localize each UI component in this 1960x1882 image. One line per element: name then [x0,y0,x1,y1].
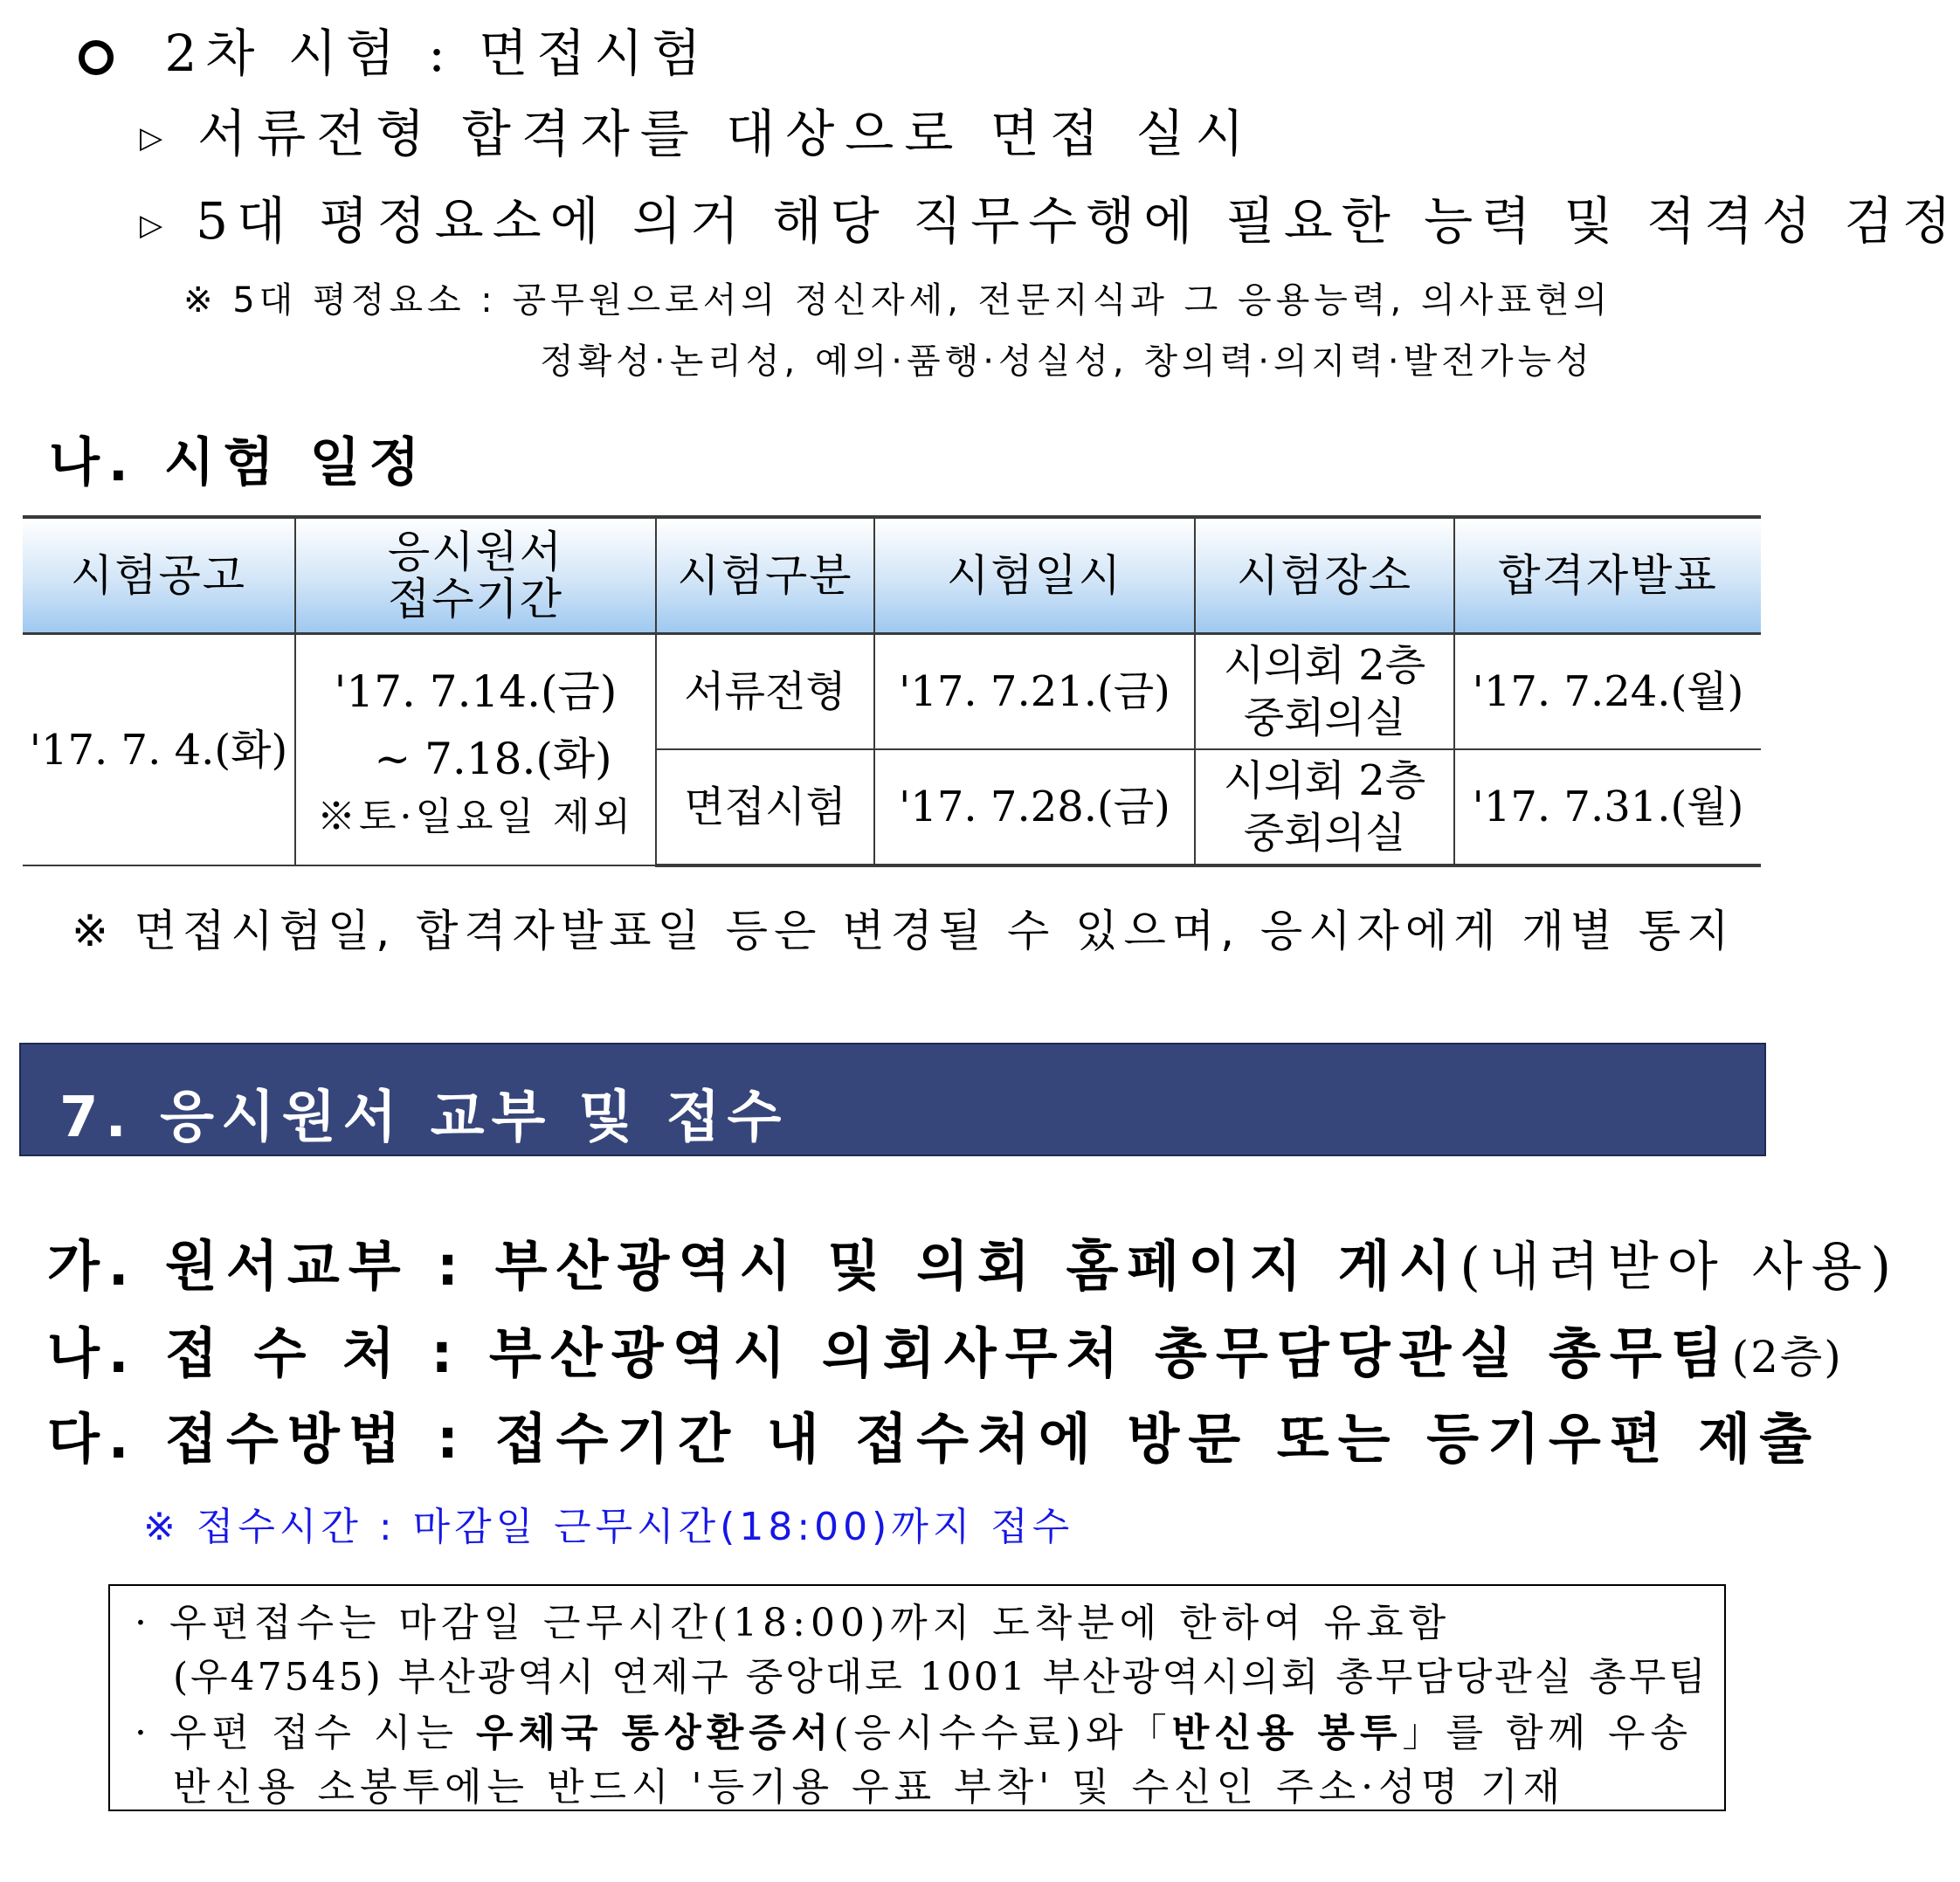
section7-banner [19,1043,1766,1156]
exam-date: '17. 7.28.(금) [874,749,1195,865]
table-header-row [23,517,1761,634]
application-period [295,634,656,866]
schedule-footnote: ※ 면접시험일, 합격자발표일 등은 변경될 수 있으며, 응시자에게 개별 통지 [72,906,1736,956]
bullet-text: 5대 평정요소에 의거 해당 직무수행에 필요한 능력 및 적격성 검정 [196,191,1960,251]
item-label: 나. 접 수 처 : [47,1321,462,1385]
item-reception-method [47,1396,1820,1473]
postal-note-line1: · 우편접수는 마감일 근무시간(18:00)까지 도착분에 한하여 유효함 [135,1601,1452,1645]
item-value: 접수기간 내 접수처에 방문 또는 등기우편 제출 [494,1407,1821,1471]
place-line1: 시의회 2층 [1223,641,1426,690]
triangle-bullet-icon: ▷ [140,207,172,243]
item-value-note: (2층) [1731,1332,1843,1382]
result-date: '17. 7.24.(월) [1454,634,1761,750]
exam-date: '17. 7.21.(금) [874,634,1195,750]
postal-note-line2: (우47545) 부산광역시 연제구 중앙대로 1001 부산광역시의회 총무담당관실 총무팀 [173,1655,1708,1699]
section2-bullet-2 [140,180,1960,253]
section2-title: 2차 시험 : 면접시험 [164,24,710,83]
item-label: 다. 접수방법 : [47,1407,467,1471]
schedule-heading: 나. 시험 일정 [49,432,429,493]
announce-date: '17. 7. 4.(화) [23,634,295,866]
postal-note-line4: 반신용 소봉투에는 반드시 '등기용 우표 부착' 및 수신인 주소·성명 기재 [173,1765,1566,1810]
period-end: ~ 7.18.(화) [374,733,612,784]
header-exam-type: 시험구분 [656,517,874,634]
item-distribution [47,1223,1900,1300]
place-line2: 중회의실 [1243,809,1406,858]
note-text: · 우편 접수 시는 [135,1711,476,1755]
schedule-table [23,515,1761,867]
item-value: 부산광역시 및 의회 홈페이지 게시 [494,1234,1460,1298]
place-line1: 시의회 2층 [1223,756,1426,805]
period-start: '17. 7.14.(금) [334,665,618,717]
header-result-announce: 합격자발표 [1454,517,1761,634]
place-line2: 중회의실 [1243,693,1406,742]
note-bold-text: 우체국 통상환증서 [475,1711,834,1755]
item-value: 부산광역시 의회사무처 총무담당관실 총무팀 [488,1321,1732,1385]
exam-place [1195,749,1454,865]
section7-title: 7. 응시원서 교부 및 접수 [59,1086,789,1150]
table-row [23,634,1761,750]
header-announce: 시험공고 [23,517,295,634]
section2-title-row [79,12,709,86]
header-application-period [295,517,656,634]
header-application-line1: 응시원서 [387,527,564,577]
result-date: '17. 7.31.(월) [1454,749,1761,865]
item-label: 가. 원서교부 : [47,1234,467,1298]
postal-note-line3 [135,1701,1693,1757]
exam-type: 서류전형 [656,634,874,750]
evaluation-note-line2: 정확성·논리성, 예의·품행·성실성, 창의력·의지력·발전가능성 [540,341,1594,382]
exam-place [1195,634,1454,750]
circle-bullet-icon [79,40,114,75]
evaluation-note-line1: ※ 5대 평정요소 : 공무원으로서의 정신자세, 전문지식과 그 응용능력, 의사표현의 [183,280,1612,321]
postal-notice-box [108,1584,1726,1811]
header-exam-place: 시험장소 [1195,517,1454,634]
reception-time-note: ※ 접수시간 : 마감일 근무시간(18:00)까지 접수 [143,1505,1074,1549]
note-bold-text: 반신용 봉투 [1171,1711,1403,1755]
item-value-note: (내려받아 사용) [1460,1237,1901,1298]
item-reception-place [47,1310,1843,1388]
note-text: (응시수수료)와「 [833,1711,1172,1755]
bullet-text: 서류전형 합격자를 대상으로 면접 실시 [197,104,1255,163]
header-application-line2: 접수기간 [387,574,564,624]
section2-bullet-1 [140,93,1254,166]
period-note: ※토·일요일 제외 [317,794,634,839]
note-text: 」를 함께 우송 [1402,1711,1694,1755]
exam-type: 면접시험 [656,749,874,865]
triangle-bullet-icon: ▷ [140,120,174,155]
header-exam-date: 시험일시 [874,517,1195,634]
